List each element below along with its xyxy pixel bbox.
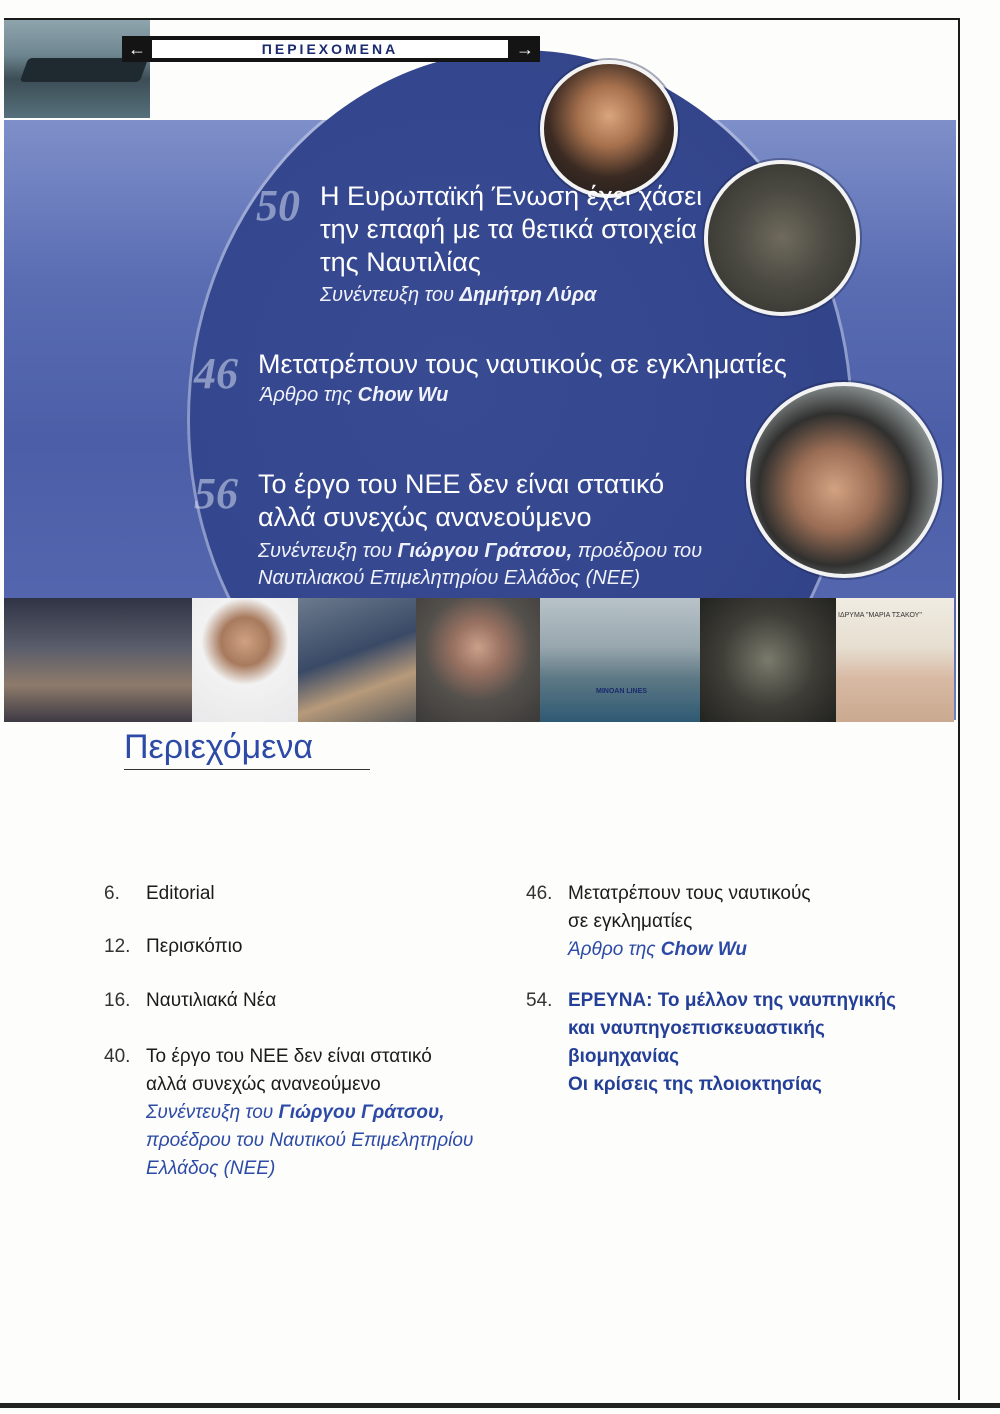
- toc-text-line: και ναυπηγοεπισκευαστικής: [568, 1018, 825, 1039]
- featured-page-number: 56: [194, 469, 238, 518]
- featured-page-number: 46: [194, 349, 238, 398]
- toc-text-line: ΕΡΕΥΝΑ: Το μέλλον της ναυπηγικής: [568, 990, 897, 1011]
- photo-foundation-event: [836, 598, 954, 722]
- photo-older-man: [416, 598, 540, 722]
- left-arrow-icon: ←: [128, 39, 146, 59]
- subtitle-prefix: Άρθρο της: [260, 384, 358, 406]
- featured-title-line: αλλά συνεχώς ανανεούμενο: [258, 502, 592, 532]
- toc-text-line: Το έργο του ΝΕΕ δεν είναι στατικό: [146, 1046, 432, 1067]
- toc-text-line: σε εγκληματίες: [568, 911, 693, 932]
- toc-number: 12.: [104, 936, 131, 957]
- bottom-rule: [0, 1403, 1000, 1408]
- toc-text-line: αλλά συνεχώς ανανεούμενο: [146, 1074, 381, 1095]
- toc-italic-line: [146, 1099, 444, 1127]
- featured-entry-50[interactable]: [256, 180, 716, 320]
- toc-item-40[interactable]: [104, 1043, 484, 1183]
- featured-title-line: την επαφή με τα θετικά στοιχεία: [320, 214, 697, 244]
- toc-italic-name: Γιώργου Γράτσου,: [278, 1102, 445, 1123]
- toc-text: Ναυτιλιακά Νέα: [146, 990, 277, 1011]
- featured-subtitle: [260, 382, 448, 408]
- toc-text-line: Οι κρίσεις της πλοιοκτησίας: [568, 1074, 822, 1095]
- toc-italic-line: Ελλάδος (ΝΕΕ): [146, 1158, 276, 1179]
- toc-text-line: Μετατρέπουν τους ναυτικούς: [568, 883, 811, 904]
- featured-title-line: Μετατρέπουν τους ναυτικούς σε εγκληματίες: [258, 349, 787, 379]
- ship-photo: [4, 20, 150, 118]
- toc-italic-name: Chow Wu: [660, 939, 747, 960]
- subtitle-prefix: Συνέντευξη του: [320, 284, 460, 306]
- subtitle-prefix: Συνέντευξη του: [258, 540, 398, 562]
- portrait-photo-gratsos: [746, 382, 942, 578]
- toc-italic-prefix: Συνέντευξη του: [146, 1102, 279, 1123]
- toc-italic-prefix: Άρθρο της: [568, 939, 661, 960]
- featured-page-number: 50: [256, 181, 300, 230]
- toc-item-46[interactable]: [526, 880, 906, 964]
- photo-harbor: [540, 598, 700, 722]
- featured-subtitle-line2: Ναυτιλιακού Επιμελητηρίου Ελλάδος (ΝΕΕ): [258, 567, 641, 589]
- featured-title-line: της Ναυτιλίας: [320, 247, 481, 277]
- contents-title: Περιεχόμενα: [124, 728, 314, 766]
- featured-subtitle: [258, 538, 702, 564]
- featured-entry-46[interactable]: [194, 348, 787, 418]
- photo-parliament: [4, 598, 192, 722]
- ship-name-label: MINOAN LINES: [596, 688, 647, 695]
- toc-number: 46.: [526, 883, 553, 904]
- toc-item-54[interactable]: [526, 987, 926, 1099]
- toc-text: Περισκόπιο: [146, 936, 243, 957]
- section-header-label: ΠΕΡΙΕΧΟΜΕΝΑ: [152, 40, 508, 58]
- toc-item-6[interactable]: [104, 880, 484, 908]
- toc-item-12[interactable]: [104, 933, 484, 961]
- photo-oil-spill: [700, 598, 836, 722]
- photo-strip: [4, 598, 956, 722]
- photo-oil-cleanup-worker: [704, 160, 860, 316]
- toc-number: 6.: [104, 883, 120, 904]
- photo-worker: [298, 598, 416, 722]
- featured-entry-56[interactable]: [194, 468, 754, 608]
- subtitle-name: Chow Wu: [357, 384, 449, 406]
- toc-text: Editorial: [146, 883, 215, 904]
- featured-title-line: Η Ευρωπαϊκή Ένωση έχει χάσει: [320, 181, 703, 211]
- subtitle-name: Δημήτρη Λύρα: [459, 284, 597, 306]
- subtitle-rest: προέδρου του: [572, 540, 703, 562]
- toc-item-16[interactable]: [104, 987, 484, 1015]
- toc-italic-line: [568, 936, 747, 964]
- section-header-bar: [122, 36, 540, 62]
- featured-title-line: Το έργο του ΝΕΕ δεν είναι στατικό: [258, 469, 665, 499]
- toc-number: 40.: [104, 1046, 131, 1067]
- toc-number: 16.: [104, 990, 131, 1011]
- featured-subtitle: [320, 282, 596, 308]
- right-arrow-icon: →: [516, 39, 534, 59]
- toc-text-line: βιομηχανίας: [568, 1046, 680, 1067]
- photo-man-portrait: [192, 598, 298, 722]
- foundation-sign-label: ΙΔΡΥΜΑ "ΜΑΡΙΑ ΤΣΑΚΟΥ": [838, 612, 922, 619]
- subtitle-name: Γιώργου Γράτσου,: [397, 540, 573, 562]
- toc-italic-line: προέδρου του Ναυτικού Επιμελητηρίου: [146, 1130, 474, 1151]
- toc-number: 54.: [526, 990, 553, 1011]
- portrait-photo-lyras: [540, 60, 678, 198]
- contents-title-underline: [124, 769, 370, 770]
